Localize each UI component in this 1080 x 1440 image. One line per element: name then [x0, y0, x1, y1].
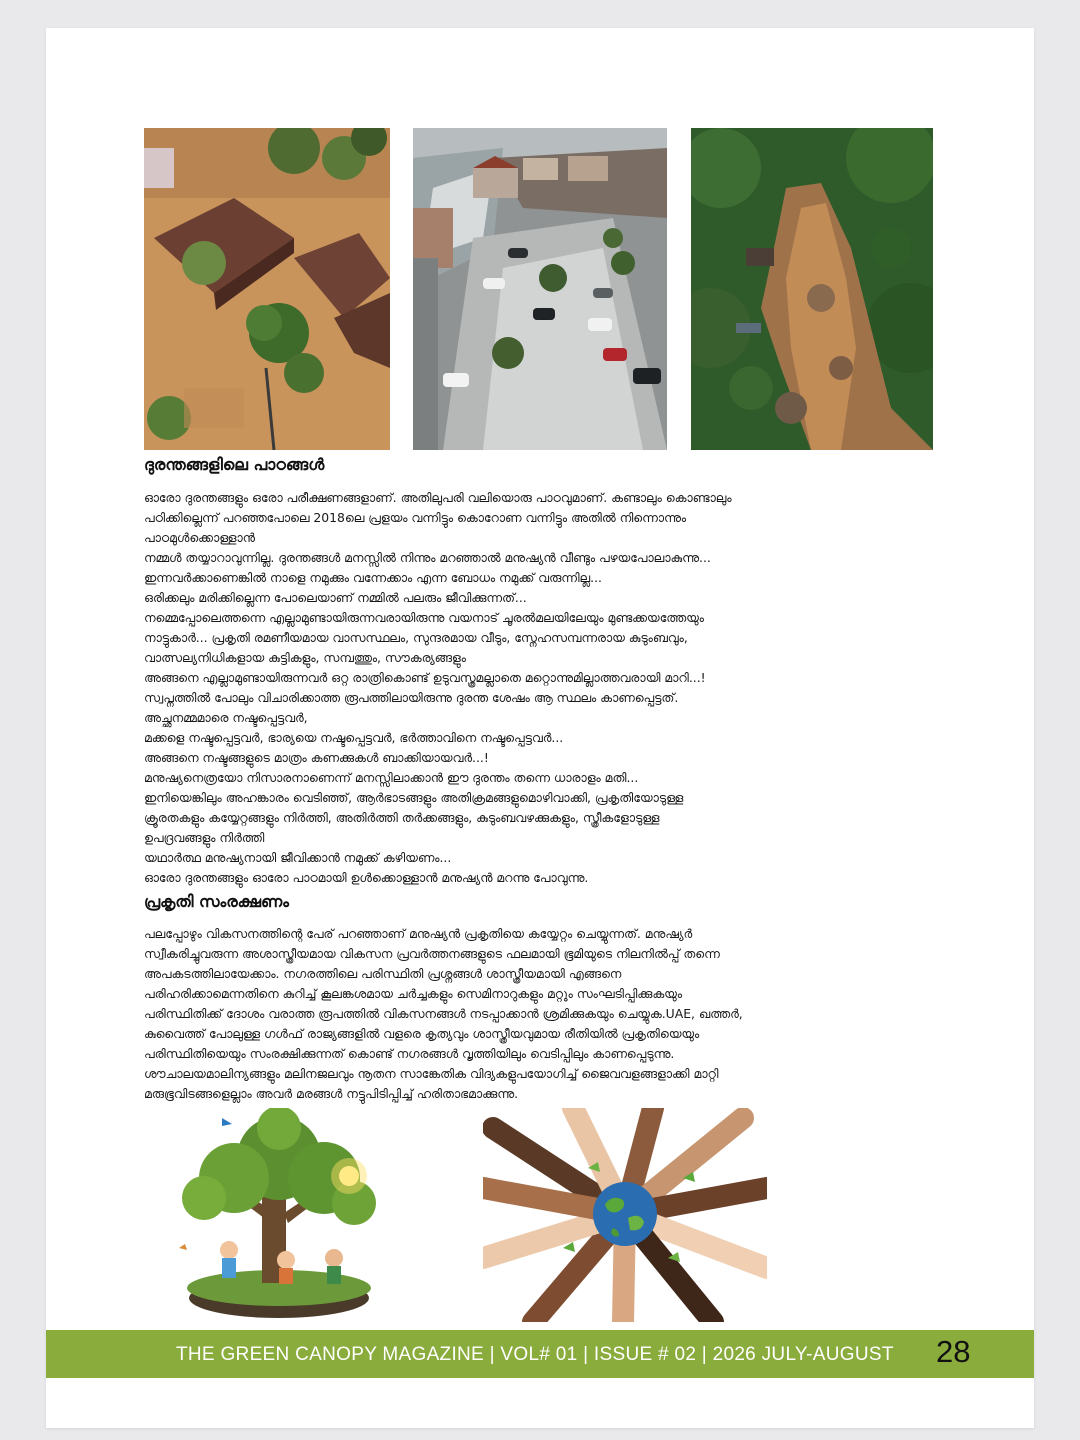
magazine-issue-info: THE GREEN CANOPY MAGAZINE | VOL# 01 | ISSUE # 02 | 2026 JULY-AUGUST	[176, 1344, 894, 1365]
body-line: യഥാർത്ഥ മനുഷ്യനായി ജീവിക്കാൻ നമുക്ക് കഴിയണം...	[144, 850, 452, 865]
tree-children-illustration	[164, 1108, 398, 1323]
body-line: അച്ഛനമ്മമാരെ നഷ്ടപ്പെട്ടവർ,	[144, 710, 308, 725]
body-line: പരിസ്ഥിതിക്ക് ദോശം വരാത്ത രൂപത്തിൽ വികസനങ്ങൾ നടപ്പാക്കാൻ ശ്രമിക്കുകയും ചെയ്യുക.UAE, ഖത്തർ,	[144, 1006, 743, 1021]
body-line: കുവൈത്ത് പോലുള്ള ഗൾഫ് രാജ്യങ്ങളിൽ വളരെ കൃത്യവും ശാസ്ത്രീയവുമായ രീതിയിൽ പ്രകൃതിയെയും	[144, 1026, 700, 1041]
body-line: പാഠമുൾക്കൊള്ളാൻ	[144, 530, 255, 545]
body-line: പലപ്പോഴും വികസനത്തിന്റെ പേര് പറഞ്ഞാണ് മനുഷ്യൻ പ്രകൃതിയെ കയ്യേറ്റം ചെയ്യുന്നത്. മനുഷ്യർ	[144, 926, 693, 941]
body-line: അങ്ങനെ എല്ലാമുണ്ടായിരുന്നവർ ഒറ്റ രാത്രികൊണ്ട് ഉടുവസ്ത്രമല്ലാതെ മറ്റൊന്നുമില്ലാത്തവരായി മാറി...!	[144, 670, 706, 685]
body-line: മരുഭൂവിടങ്ങളെല്ലാം അവർ മരങ്ങൾ നട്ടുപിടിപ്പിച്ച് ഹരിതാഭമാക്കുന്നു.	[144, 1086, 519, 1101]
page-number: 28	[936, 1334, 971, 1369]
body-line: ഒരിക്കലും മരിക്കില്ലെന്ന പോലെയാണ് നമ്മിൽ പലരും ജീവിക്കുന്നത്...	[144, 590, 527, 605]
body-line: ക്രൂരതകളും കയ്യേറ്റങ്ങളും നിർത്തി, അതിർത്തി തർക്കങ്ങളും, കുടുംബവഴക്കുകളും, സ്ത്രീകളോടുള്ള	[144, 810, 660, 825]
hands-globe-illustration	[483, 1108, 767, 1322]
body-line: പരിഹരിക്കാമെന്നതിനെ കുറിച്ച് കൂലങ്കശമായ ചർച്ചകളും സെമിനാറുകളും മറ്റും സംഘടിപ്പിക്കുകയും	[144, 986, 683, 1001]
body-line: അപകടത്തിലായേക്കാം. നഗരത്തിലെ പരിസ്ഥിതി പ്രശ്നങ്ങൾ ശാസ്ത്രീയമായി എങ്ങനെ	[144, 966, 622, 981]
body-line: ഉപദ്രവങ്ങളും നിർത്തി	[144, 830, 265, 845]
body-line: പഠിക്കില്ലെന്ന് പറഞ്ഞപോലെ 2018ലെ പ്രളയം വന്നിട്ടും കൊറോണ വന്നിട്ടും അതിൽ നിന്നൊന്നും	[144, 510, 687, 525]
article-body-nature-conservation	[144, 924, 924, 1104]
body-line: വാത്സല്യനിധികളായ കുട്ടികളും, സമ്പത്തും, സൗകര്യങ്ങളും	[144, 650, 466, 665]
footer-bar	[46, 1330, 1034, 1378]
section-heading-nature-conservation: പ്രകൃതി സംരക്ഷണം	[144, 892, 289, 911]
flood-houses-photo	[144, 128, 390, 450]
coastal-flood-street-photo	[413, 128, 667, 450]
article-body-disaster-lessons	[144, 488, 924, 888]
body-line: ഓരോ ദുരന്തങ്ങളും ഒരോ പരീക്ഷണങ്ങളാണ്. അതിലുപരി വലിയൊരു പാഠവുമാണ്. കണ്ടാലും കൊണ്ടാലും	[144, 490, 732, 505]
body-line: നമ്മെപ്പോലെത്തന്നെ എല്ലാമുണ്ടായിരുന്നവരായിരുന്നു വയനാട് ചൂരൽമലയിലേയും മുണ്ടക്കയത്തേയും	[144, 610, 704, 625]
body-line: സ്വപ്നത്തിൽ പോലും വിചാരിക്കാത്ത രൂപത്തിലായിരുന്നു ദുരന്ത ശേഷം ആ സ്ഥലം കാണപ്പെട്ടത്.	[144, 690, 679, 705]
body-line: നാട്ടുകാർ... പ്രകൃതി രമണീയമായ വാസസ്ഥലം, സുന്ദരമായ വീടും, സ്നേഹസമ്പന്നരായ കുടുംബവും,	[144, 630, 688, 645]
body-line: പരിസ്ഥിതിയെയും സംരക്ഷിക്കുന്നത് കൊണ്ട് നഗരങ്ങൾ വൃത്തിയിലും വെടിപ്പിലും കാണപ്പെടുന്നു.	[144, 1046, 675, 1061]
body-line: ഇന്നവർക്കാണെങ്കിൽ നാളെ നമുക്കും വന്നേക്കാം എന്ന ബോധം നമുക്ക് വരുന്നില്ല...	[144, 570, 602, 585]
section-heading-disaster-lessons: ദുരന്തങ്ങളിലെ പാഠങ്ങൾ	[144, 455, 325, 474]
body-line: മനുഷ്യനെത്രയോ നിസാരനാണെന്ന് മനസ്സിലാക്കാൻ ഈ ദുരന്തം തന്നെ ധാരാളം മതി...	[144, 770, 639, 785]
magazine-page	[46, 28, 1034, 1428]
body-line: സ്വീകരിച്ചുവരുന്ന അശാസ്ത്രീയമായ വികസന പ്രവർത്തനങ്ങളുടെ ഫലമായി ഭൂമിയുടെ നിലനിൽപ്പ് തന്നെ	[144, 946, 720, 961]
body-line: ഇനിയെങ്കിലും അഹങ്കാരം വെടിഞ്ഞ്, ആർഭാടങ്ങളും അതിക്രമങ്ങളുമൊഴിവാക്കി, പ്രകൃതിയോടുള്ള	[144, 790, 684, 805]
body-line: നമ്മൾ തയ്യാറാവുന്നില്ല. ദുരന്തങ്ങൾ മനസ്സിൽ നിന്നും മറഞ്ഞാൽ മനുഷ്യൻ വീണ്ടും പഴയപോലാകുന്നു...	[144, 550, 711, 565]
landslide-aerial-photo	[691, 128, 933, 450]
body-line: അങ്ങനെ നഷ്ടങ്ങളുടെ മാത്രം കണക്കുകൾ ബാക്കിയായവർ...!	[144, 750, 489, 765]
body-line: ശൗചാലയമാലിന്യങ്ങളും മലിനജലവും നൂതന സാങ്കേതിക വിദ്യകളുപയോഗിച്ച് ജൈവവളങ്ങളാക്കി മാറ്റി	[144, 1066, 719, 1081]
body-line: ഓരോ ദുരന്തങ്ങളും ഓരോ പാഠമായി ഉൾക്കൊള്ളാൻ മനുഷ്യൻ മറന്നു പോവുന്നു.	[144, 870, 589, 885]
body-line: മക്കളെ നഷ്ടപ്പെട്ടവർ, ഭാര്യയെ നഷ്ടപ്പെട്ടവർ, ഭർത്താവിനെ നഷ്ടപ്പെട്ടവർ...	[144, 730, 564, 745]
